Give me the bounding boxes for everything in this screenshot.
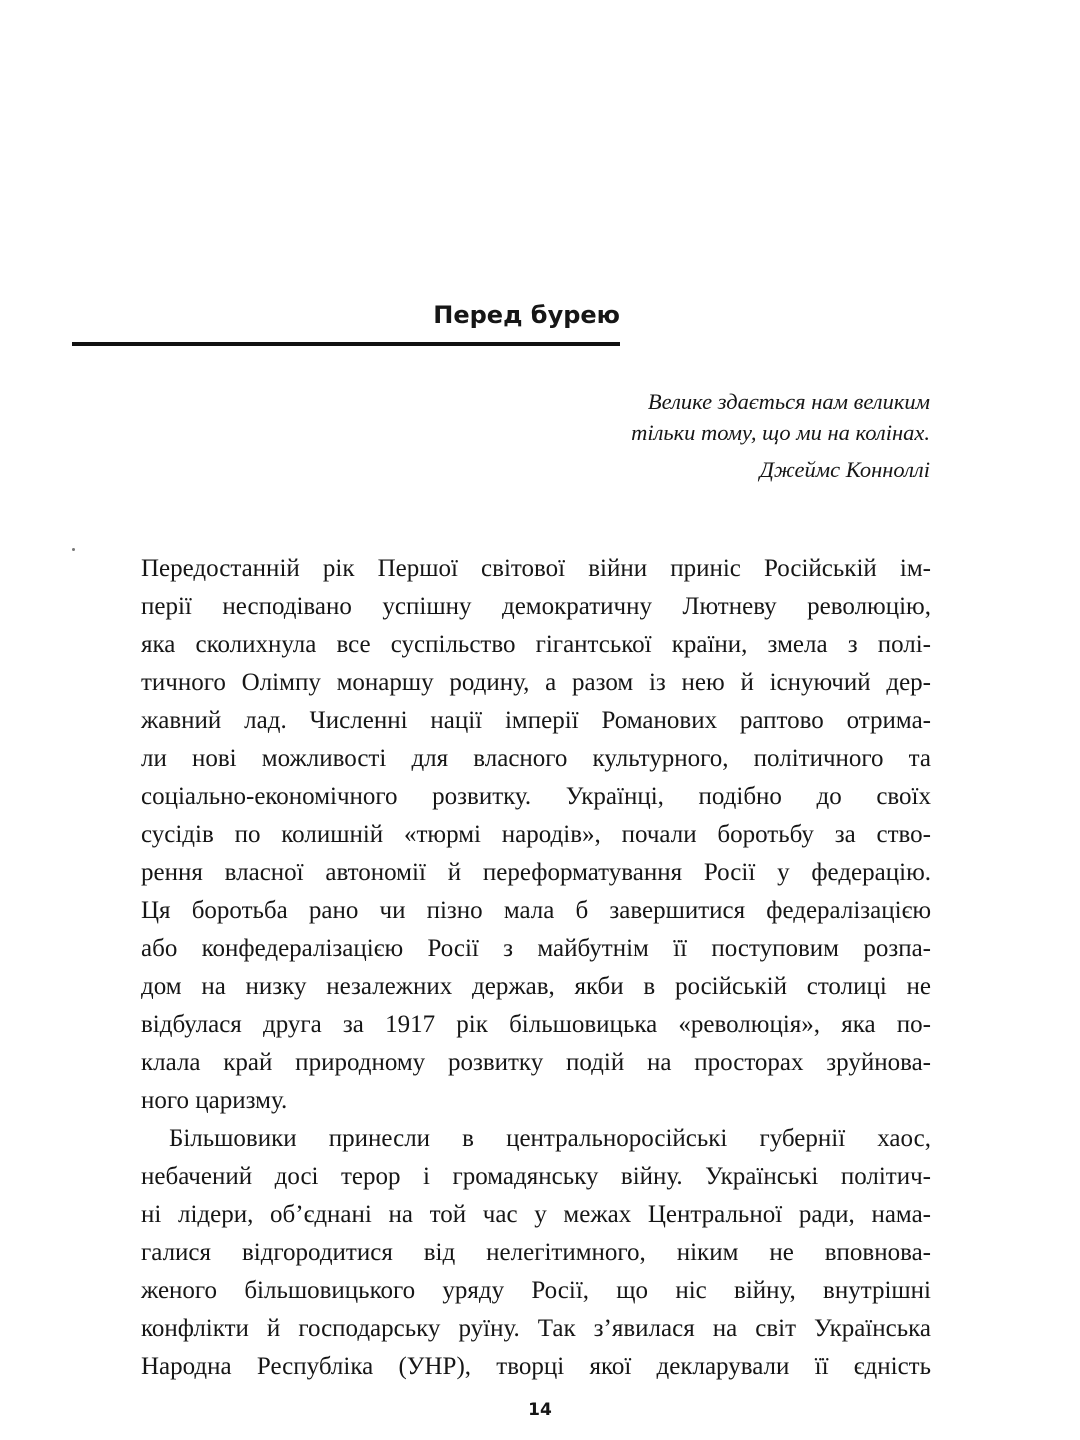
title-rule	[72, 342, 620, 346]
text-line: рення власної автономії й переформатування Росії у федерацію.	[141, 859, 931, 886]
epigraph	[631, 386, 930, 485]
text-line: сусідів по колишній «тюрмі народів», почали боротьбу за ство-	[141, 821, 931, 848]
text-line: небачений досі терор і громадянську війну. Українські політич-	[141, 1163, 931, 1190]
body-text	[141, 550, 931, 1386]
text-line: ні лідери, об’єднані на той час у межах Центральної ради, нама-	[141, 1201, 931, 1228]
text-line: женого більшовицького уряду Росії, що ніс війну, внутрішні	[141, 1277, 931, 1304]
text-line: конфлікти й господарську руїну. Так з’явилася на світ Українська	[141, 1315, 931, 1342]
text-line: галися відгородитися від нелегітимного, ніким не вповнова-	[141, 1239, 931, 1266]
text-line: Народна Республіка (УНР), творці якої декларували її єдність	[141, 1353, 931, 1380]
text-line: тичного Олімпу монаршу родину, а разом із нею й існуючий дер-	[141, 669, 931, 696]
text-line: відбулася друга за 1917 рік більшовицька «революція», яка по-	[141, 1011, 931, 1038]
text-line: дом на низку незалежних держав, якби в російській столиці не	[141, 973, 931, 1000]
paragraph	[141, 550, 931, 1120]
text-line: яка сколихнула все суспільство гігантської країни, змела з полі-	[141, 631, 931, 658]
paper-speck	[72, 548, 75, 551]
paragraph	[141, 1120, 931, 1386]
text-line: Ця боротьба рано чи пізно мала б завершитися федералізацією	[141, 897, 931, 924]
text-line: Передостанній рік Першої світової війни приніс Російській ім-	[141, 555, 931, 582]
page-number: 14	[528, 1400, 552, 1420]
epigraph-line: тільки тому, що ми на колінах.	[631, 420, 930, 445]
chapter-title: Перед бурею	[433, 301, 620, 329]
epigraph-line: Велике здається нам великим	[647, 389, 930, 414]
text-line: або конфедералізацією Росії з майбутнім її поступовим розпа-	[141, 935, 931, 962]
text-line: перії несподівано успішну демократичну Лютневу революцію,	[141, 593, 931, 620]
text-line: клала край природному розвитку подій на просторах зруйнова-	[141, 1049, 931, 1076]
text-line: жавний лад. Численні нації імперії Романових раптово отрима-	[141, 707, 931, 734]
text-line: ли нові можливості для власного культурного, політичного та	[141, 745, 931, 772]
text-line: Більшовики принесли в центральноросійські губернії хаос,	[169, 1125, 931, 1152]
text-line: ного царизму.	[141, 1087, 288, 1114]
text-line: соціально-економічного розвитку. Українці, подібно до своїх	[141, 783, 931, 810]
epigraph-author: Джеймс Конноллі	[759, 457, 930, 482]
